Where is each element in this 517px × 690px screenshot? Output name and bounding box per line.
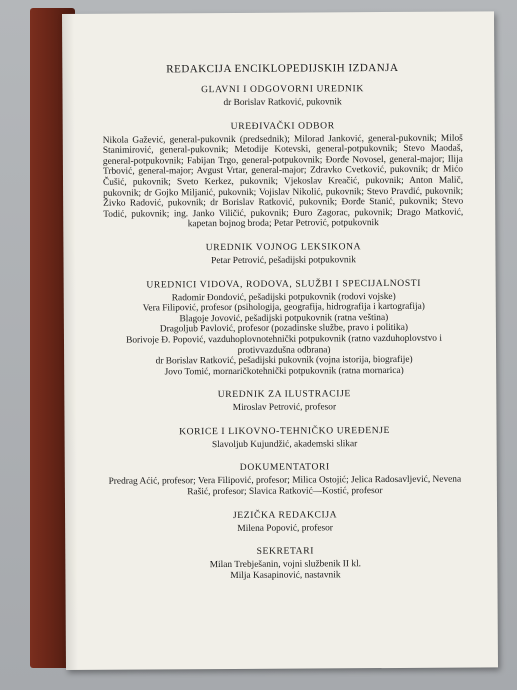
list-item: dr Borislav Ratković, pešadijski pukovnik (vojna istorija, biografije): [155, 354, 413, 367]
list-item: Jovo Tomić, mornaričkotehnički potpukovnik (ratna mornarica): [164, 365, 404, 378]
list-item: Radomir Đondović, pešadijski potpukovnik (rodovi vojske): [171, 291, 396, 303]
book-page: [62, 11, 498, 670]
section-heading: DOKUMENTATORI: [239, 461, 330, 474]
list-item: Dragoljub Pavlović, profesor (pozadinske službe, pravo i politika): [159, 323, 409, 335]
section-person: Slavoljub Kujundžić, akademski slikar: [211, 439, 358, 450]
section-heading: GLAVNI I ODGOVORNI UREDNIK: [201, 83, 364, 96]
page-content: [102, 62, 465, 595]
section-ilustracije: [104, 388, 464, 415]
section-korice: [105, 424, 465, 451]
list-item: Milan Trebješanin, vojni službenik II kl.: [209, 559, 362, 571]
list-item: Blagoje Jovović, pešadijski potpukovnik (ratna veština): [179, 312, 389, 325]
section-text: Nikola Gažević, general-pukovnik (predsednik); Milorad Janković, general-pukovnik; Miloš Stanimirović, general-pukovnik; Metodije Kotevski, general-potpukovnik; Stevo Maodaš, general-potpukovnik; Fabijan Trgo, general-potpukovnik; Đorđe Novosel, general-major; Ilija Trbović, general-major; Avgust Vrtar, general-major; Zdravko Cvetković, pukovnik; dr Mićo Čušić, pukovnik; Sveto Kerkez, pukovnik; Vjekoslav Kreačić, pukovnik; Anton Malič, pukovnik; dr Gojko Miljanić, pukovnik; Vojislav Nikolić, pukovnik; Stevo Pravdić, pukovnik; Živko Radović, pukovnik; dr Borislav Ratković, pukovnik; Đorđe Stanić, pukovnik; Stevo Todić, pukovnik; ing. Janko Viličić, pukovnik; Đuro Zagorac, pukovnik; Drago Matković, kapetan bojnog broda; Petar Petrović, potpukovnik: [102, 133, 464, 230]
people-list: [105, 559, 465, 582]
section-heading: JEZIČKA REDAKCIJA: [232, 508, 338, 521]
section-sekretari: [105, 545, 465, 582]
section-jezicka-redakcija: [105, 508, 465, 535]
section-urednici-vidova: [104, 277, 465, 378]
section-person: Petar Petrović, pešadijski potpukovnik: [211, 255, 356, 267]
people-list: [104, 291, 465, 378]
section-person: Miroslav Petrović, profesor: [232, 402, 337, 414]
section-glavni-urednik: [102, 83, 462, 110]
list-item: Vera Filipović, profesor (psihologija, geografija, hidrografija i kartografija): [142, 301, 425, 314]
section-heading: UREĐIVAČKI ODBOR: [230, 119, 335, 132]
section-heading: UREDNIK VOJNOG LEKSIKONA: [205, 241, 362, 254]
section-uredivacki-odbor: [103, 119, 464, 231]
section-text: Predrag Aćić, profesor; Vera Filipović, profesor; Milica Ostojić; Jelica Radosavljević, Nevena Rašić, profesor; Slavica Ratković—Kostić, profesor: [108, 475, 462, 498]
section-heading: UREDNICI VIDOVA, RODOVA, SLUŽBI I SPECIJALNOSTI: [146, 277, 422, 291]
list-item: Borivoje Đ. Popović, vazduhoplovnotehnički potpukovnik (ratno vazduhoplovstvo i protivvazdušna odbrana): [126, 333, 442, 356]
section-person: dr Borislav Ratković, pukovnik: [223, 97, 342, 109]
section-dokumentatori: [105, 461, 465, 498]
section-heading: SEKRETARI: [256, 545, 315, 558]
page-title: REDAKCIJA ENCIKLOPEDIJSKIH IZDANJA: [166, 61, 399, 76]
section-heading: KORICE I LIKOVNO-TEHNIČKO UREĐENJE: [179, 424, 391, 438]
section-vojni-leksikon: [103, 240, 463, 267]
section-heading: UREDNIK ZA ILUSTRACIJE: [217, 388, 351, 401]
section-person: Milena Popović, profesor: [237, 523, 333, 534]
list-item: Milja Kasapinović, nastavnik: [230, 570, 341, 581]
